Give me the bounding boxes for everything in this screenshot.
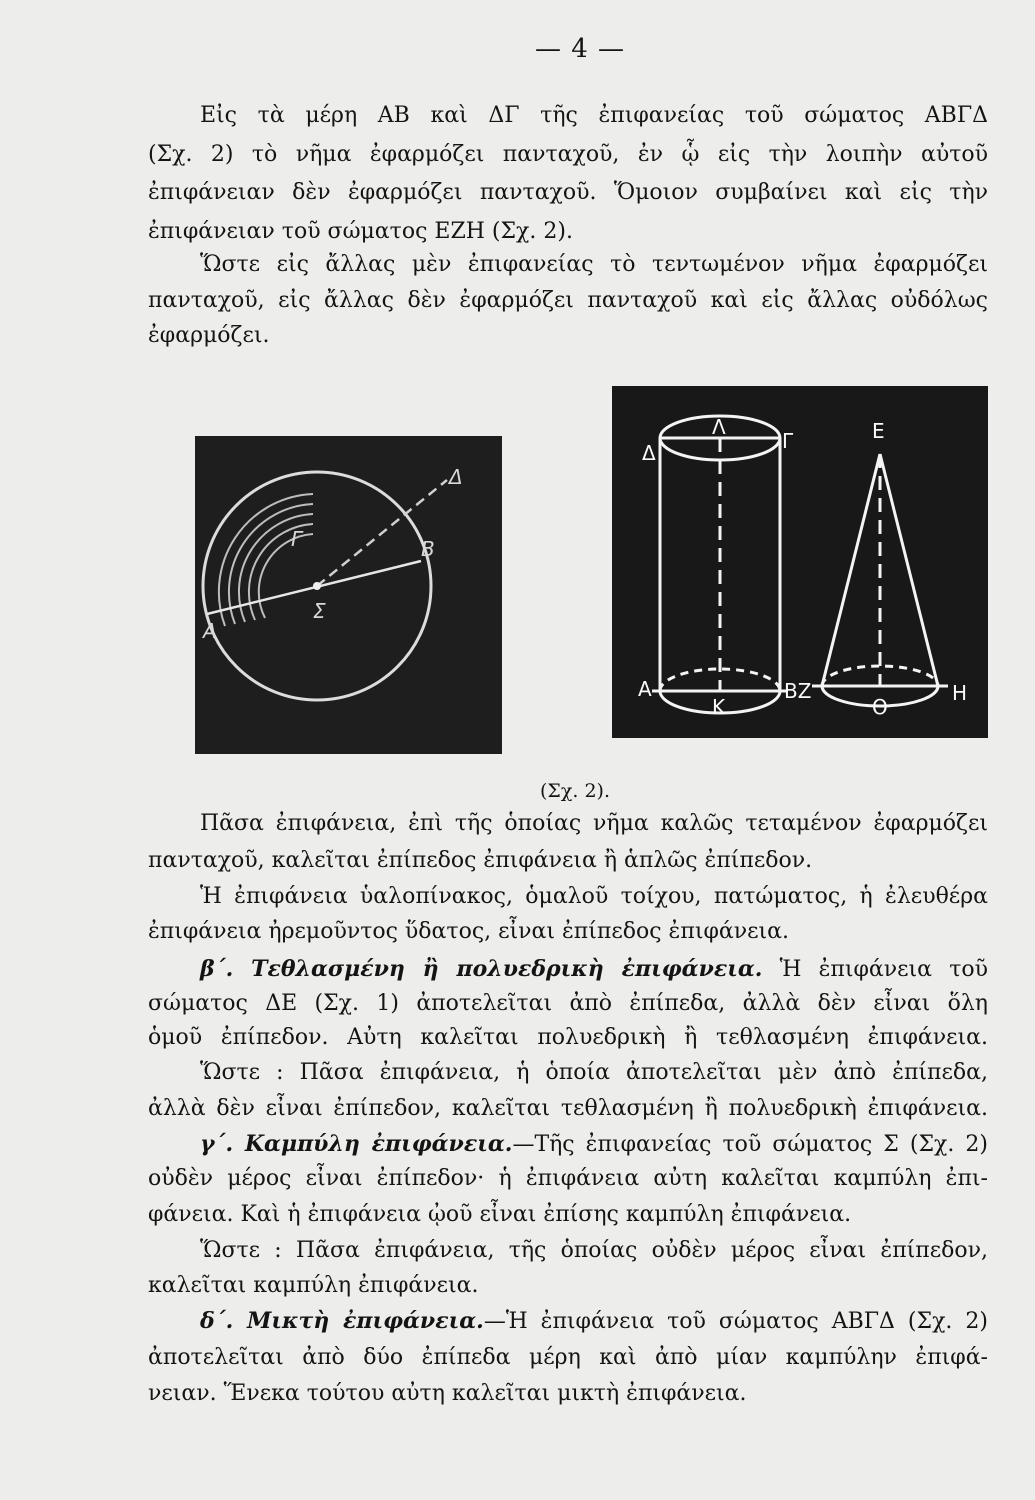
label-BZ: ΒΖ [784,679,812,703]
label-D: Δ [449,465,463,489]
figure-sphere [195,436,502,754]
text-line: Ἡ ἐπιφάνεια ὑαλοπίνακος, ὁμαλοῦ τοίχου, πατώματος, ἡ ἐλευθέρα [200,884,988,909]
text-line: πανταχοῦ, εἰς ἄλλας δὲν ἐφαρμόζει πανταχοῦ καὶ εἰς ἄλλας οὐδόλως [148,288,988,313]
text-line: νειαν. Ἕνεκα τούτου αὐτη καλεῖται μικτὴ ἐπιφάνεια. [148,1381,747,1406]
text-line: (Σχ. 2) τὸ νῆμα ἐφαρμόζει πανταχοῦ, ἐν ᾧ εἰς τὴν λοιπὴν αὐτοῦ [148,142,988,167]
label-A: Α [203,619,217,643]
section-b-first-line: Ἡ ἐπιφάνεια τοῦ [779,957,988,982]
section-d-heading: δ΄. Μικτὴ ἐπιφάνεια. [200,1308,484,1334]
figure-cylinder-cone [612,386,988,738]
section-c-line [200,1128,988,1161]
label-G: Γ [782,429,794,453]
section-b-heading: β΄. Τεθλασμένη ἢ πολυεδρικὴ ἐπιφάνεια. [200,956,763,982]
label-O: Ο [872,695,888,719]
label-H: Η [952,681,968,705]
label-D: Δ [642,441,656,465]
text-line: πανταχοῦ, καλεῖται ἐπίπεδος ἐπιφάνεια ἢ ἁπλῶς ἐπίπεδον. [148,848,813,873]
text-line: Πᾶσα ἐπιφάνεια, ἐπὶ τῆς ὁποίας νῆμα καλῶς τεταμένον ἐφαρμόζει [200,811,988,836]
label-K: Κ [712,695,726,719]
figure-caption: (Σχ. 2). [540,780,610,802]
text-line: φάνεια. Καὶ ἡ ἐπιφάνεια ᾠοῦ εἶναι ἐπίσης καμπύλη ἐπιφάνεια. [148,1202,852,1227]
page-number: — 4 — [534,34,626,64]
text-line: οὐδὲν μέρος εἶναι ἐπίπεδον· ἡ ἐπιφάνεια αὐτη καλεῖται καμπύλη ἐπι- [148,1166,988,1191]
text-line: Εἰς τὰ μέρη ΑΒ καὶ ΔΓ τῆς ἐπιφανείας τοῦ σώματος ΑΒΓΔ [200,103,988,128]
section-c-first-line: —Τῆς ἐπιφανείας τοῦ σώματος Σ (Σχ. 2) [512,1132,988,1157]
text-line: ἐπιφάνειαν τοῦ σώματος ΕΖΗ (Σχ. 2). [148,219,573,244]
text-line: Ὥστε : Πᾶσα ἐπιφάνεια, ἡ ὁποία ἀποτελεῖται μὲν ἀπὸ ἐπίπεδα, [200,1060,988,1085]
text-line: καλεῖται καμπύλη ἐπιφάνεια. [148,1273,479,1298]
text-line: Ὥστε εἰς ἄλλας μὲν ἐπιφανείας τὸ τεντωμένον νῆμα ἐφαρμόζει [200,252,988,277]
text-line: ὁμοῦ ἐπίπεδον. Αὐτη καλεῖται πολυεδρικὴ ἢ τεθλασμένη ἐπιφάνεια. [148,1025,988,1050]
text-line: ἐπιφάνεια ἠρεμοῦντος ὕδατος, εἶναι ἐπίπεδος ἐπιφάνεια. [148,919,789,944]
section-c-heading: γ΄. Καμπύλη ἐπιφάνεια. [200,1131,513,1157]
text-line: ἀποτελεῖται ἀπὸ δύο ἐπίπεδα μέρη καὶ ἀπὸ μίαν καμπύλην ἐπιφά- [148,1345,988,1370]
section-b-line [200,953,988,986]
section-d-first-line: —Ἡ ἐπιφάνεια τοῦ σώματος ΑΒΓΔ (Σχ. 2) [483,1309,988,1334]
label-S: Σ [313,599,326,623]
text-line: ἐπιφάνειαν δὲν ἐφαρμόζει πανταχοῦ. Ὅμοιον συμβαίνει καὶ εἰς τὴν [148,180,988,205]
label-L: Λ [712,415,726,439]
label-B: Β [421,537,435,561]
text-line: ἀλλὰ δὲν εἶναι ἐπίπεδον, καλεῖται τεθλασμένη ἢ πολυεδρικὴ ἐπιφάνεια. [148,1096,988,1121]
text-line: σώματος ΔΕ (Σχ. 1) ἀποτελεῖται ἀπὸ ἐπίπεδα, ἀλλὰ δὲν εἶναι ὅλη [148,991,988,1016]
text-line: ἐφαρμόζει. [148,323,270,348]
text-line: Ὥστε : Πᾶσα ἐπιφάνεια, τῆς ὁποίας οὐδὲν μέρος εἶναι ἐπίπεδον, [200,1238,988,1263]
label-G: Γ [291,527,303,551]
label-A: Α [638,677,652,701]
section-d-line [200,1305,988,1338]
label-E: Ε [872,419,885,443]
